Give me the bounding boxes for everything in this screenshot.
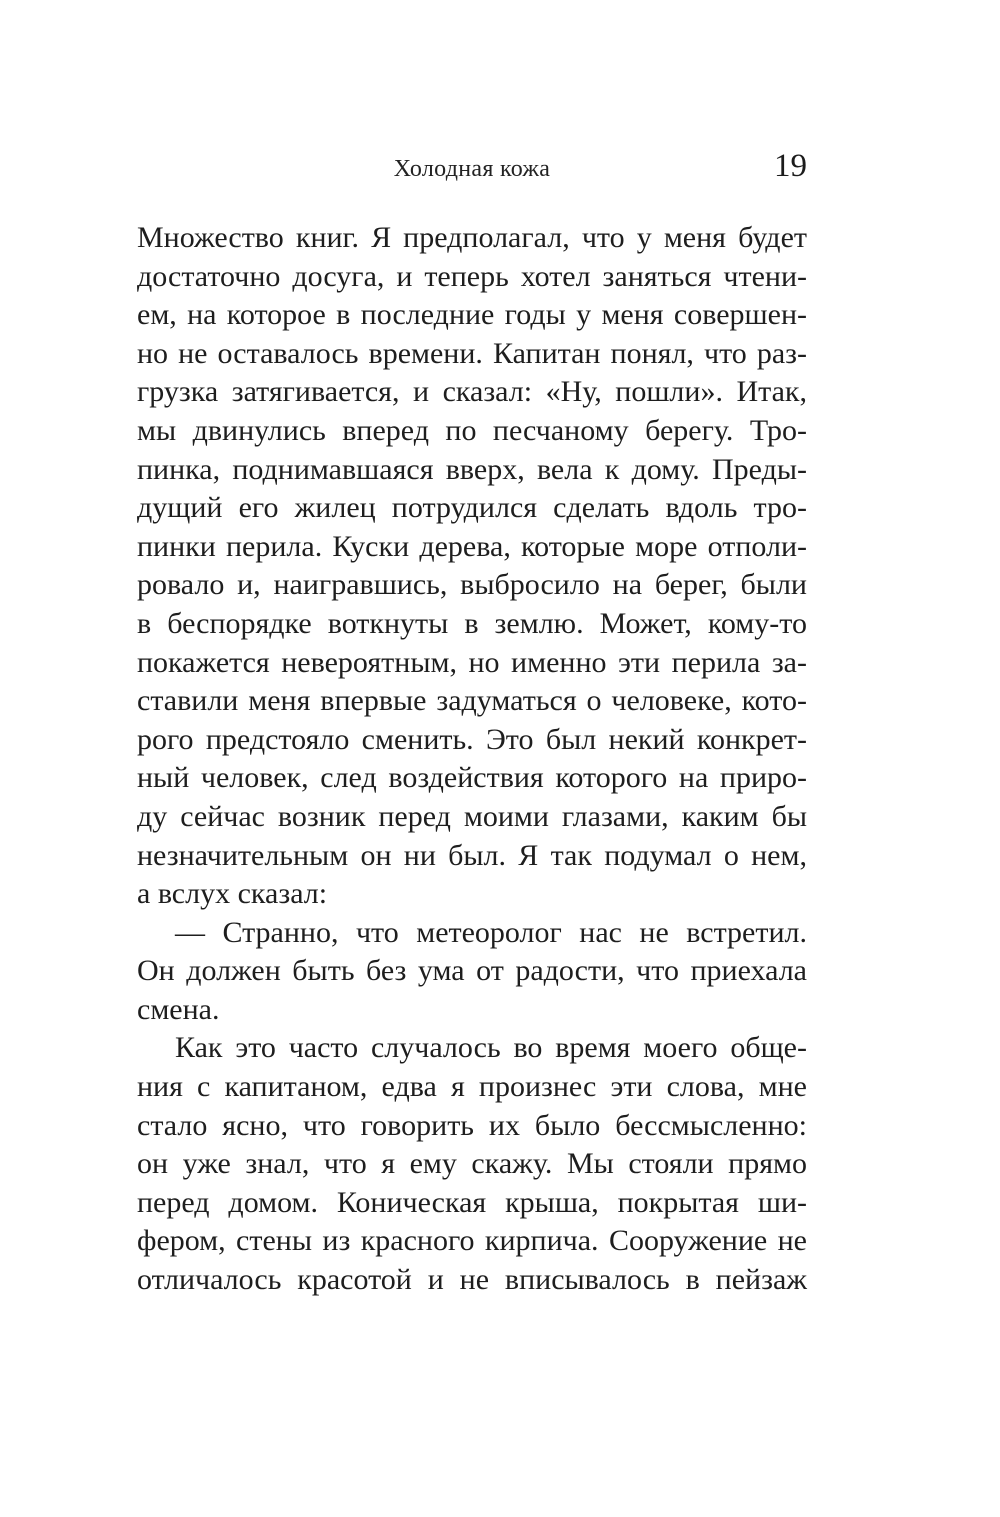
text-line: в беспорядке воткнуты в землю. Может, кому-то (137, 606, 807, 640)
text-line: ду сейчас возник перед моими глазами, каким бы (137, 799, 807, 833)
text-line: достаточно досуга, и теперь хотел заняться чтени- (137, 259, 807, 293)
text-line: грузка затягивается, и сказал: «Ну, пошли». Итак, (137, 375, 807, 409)
text-line: ния с капитаном, едва я произнес эти слова, мне (137, 1070, 807, 1104)
text-line: незначительным он ни был. Я так подумал о нем, (137, 838, 807, 872)
text-line: смена. (137, 992, 220, 1026)
text-line: ставили меня впервые задуматься о человеке, кото- (137, 684, 807, 718)
text-line: но не оставалось времени. Капитан понял, что раз- (137, 336, 807, 370)
text-line: мы двинулись вперед по песчаному берегу. Тро- (137, 413, 807, 447)
text-line: перед домом. Коническая крыша, покрытая ши- (137, 1185, 807, 1219)
text-line: ровало и, наигравшись, выбросило на берег, были (137, 568, 807, 602)
text-line: Он должен быть без ума от радости, что приехала (137, 954, 807, 988)
text-line: Множество книг. Я предполагал, что у меня будет (137, 221, 807, 254)
body-text (137, 219, 807, 1300)
paragraph-start-line: Как это часто случалось во время моего обще- (175, 1031, 807, 1065)
text-line: рого предстояло сменить. Это был некий конкрет- (137, 722, 807, 756)
running-head (137, 148, 807, 192)
text-line: а вслух сказал: (137, 877, 328, 911)
text-line: пинки перила. Куски дерева, которые море отполи- (137, 529, 807, 563)
dialogue-line: — Странно, что метеоролог нас не встретил. (175, 915, 807, 949)
text-line: фером, стены из красного кирпича. Сооружение не (137, 1224, 807, 1258)
text-line: ный человек, след воздействия которого на приро- (137, 761, 807, 795)
text-line: покажется невероятным, но именно эти перила за- (137, 645, 807, 679)
running-title: Холодная кожа (393, 156, 551, 182)
text-line: он уже знал, что я ему скажу. Мы стояли прямо (137, 1147, 807, 1181)
text-line: дущий его жилец потрудился сделать вдоль тро- (137, 491, 807, 525)
text-line: стало ясно, что говорить их было бессмысленно: (137, 1108, 807, 1142)
page-number: 19 (774, 148, 807, 184)
text-line: отличалось красотой и не вписывалось в пейзаж (137, 1263, 807, 1297)
text-line: ем, на которое в последние годы у меня совершен- (137, 298, 807, 332)
text-line: пинка, поднимавшаяся вверх, вела к дому. Преды- (137, 452, 807, 486)
